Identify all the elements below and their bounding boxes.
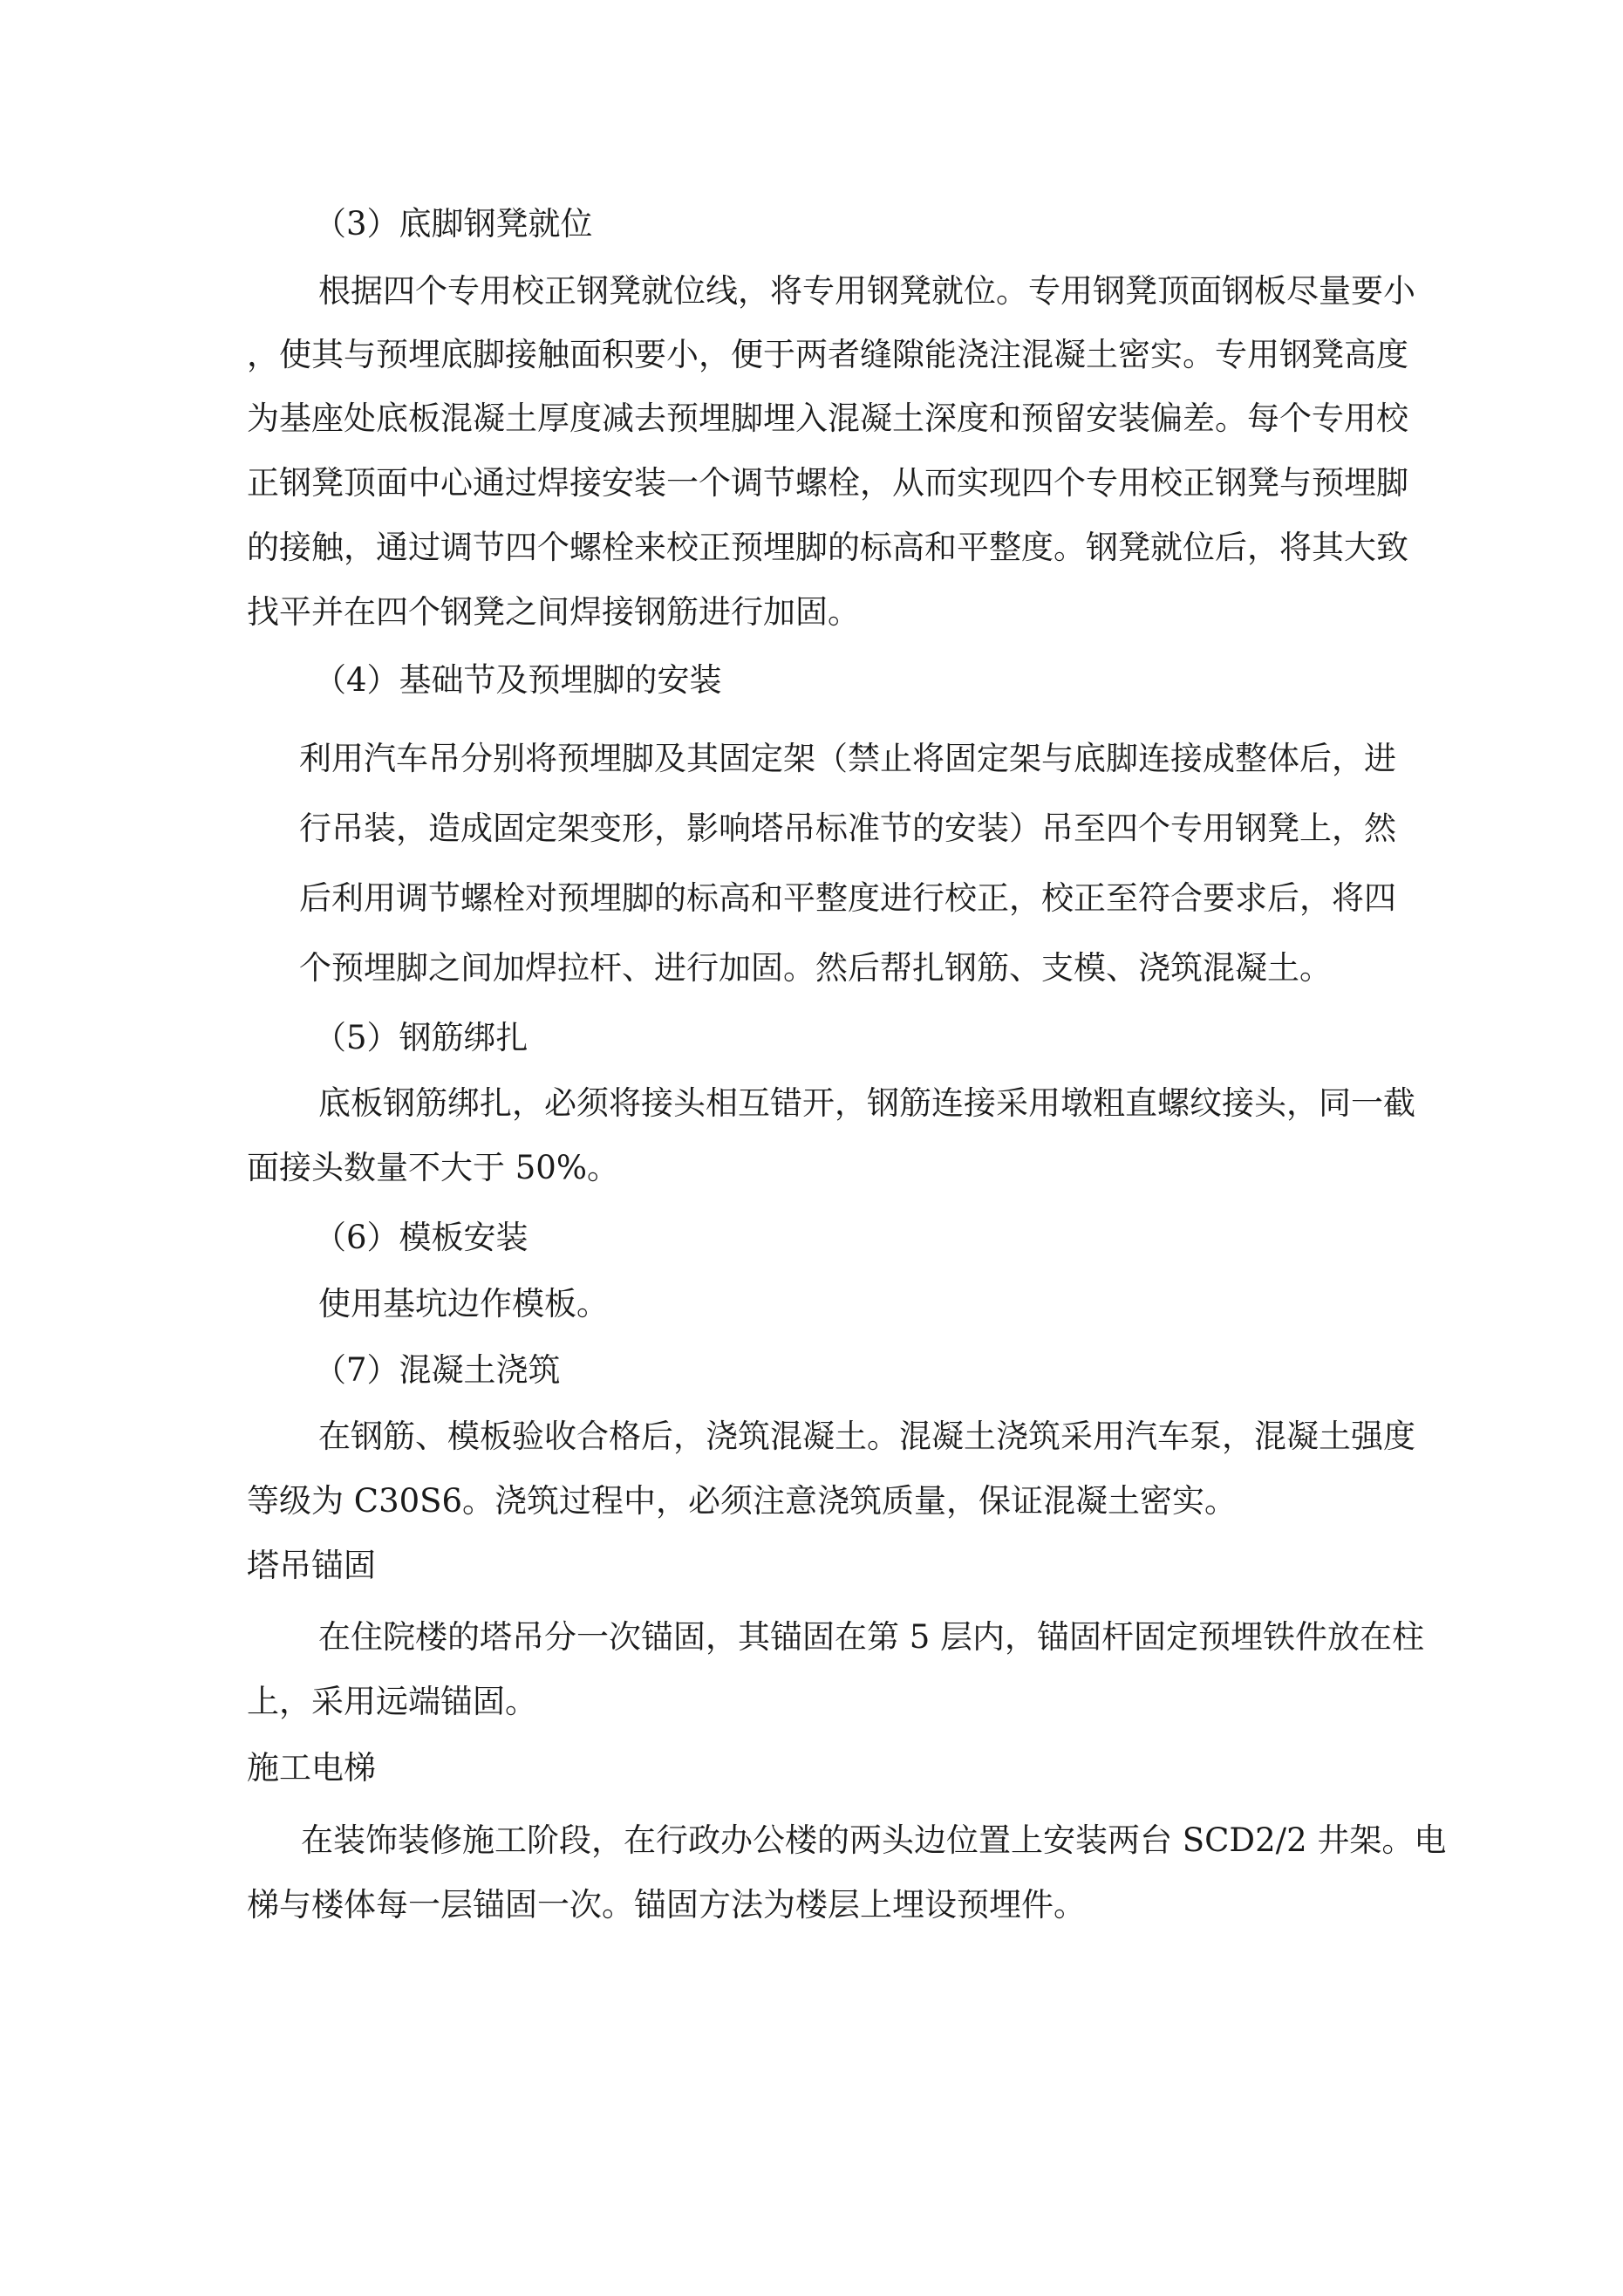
paragraph-line: 根据四个专用校正钢凳就位线，将专用钢凳就位。专用钢凳顶面钢板尽量要小 bbox=[318, 272, 1415, 310]
paragraph-line: 在住院楼的塔吊分一次锚固，其锚固在第 5 层内，锚固杆固定预埋铁件放在柱 bbox=[318, 1618, 1425, 1656]
section-heading-tower-crane-anchoring: 塔吊锚固 bbox=[247, 1547, 376, 1584]
paragraph-line: 在钢筋、模板验收合格后，浇筑混凝土。混凝土浇筑采用汽车泵，混凝土强度 bbox=[318, 1418, 1415, 1455]
paragraph-line: 上，采用远端锚固。 bbox=[247, 1683, 537, 1720]
paragraph-line: 梯与楼体每一层锚固一次。锚固方法为楼层上埋设预埋件。 bbox=[247, 1886, 1086, 1924]
paragraph-line: ，使其与预埋底脚接触面积要小，便于两者缝隙能浇注混凝土密实。专用钢凳高度 bbox=[247, 336, 1408, 373]
heading-step-4: （4）基础节及预埋脚的安装 bbox=[314, 661, 722, 699]
heading-step-3: （3）底脚钢凳就位 bbox=[314, 205, 593, 243]
paragraph-line: 利用汽车吊分别将预埋脚及其固定架（禁止将固定架与底脚连接成整体后，进 bbox=[299, 740, 1396, 777]
paragraph-line: 个预埋脚之间加焊拉杆、进行加固。然后帮扎钢筋、支模、浇筑混凝土。 bbox=[299, 949, 1332, 987]
paragraph-line: 底板钢筋绑扎，必须将接头相互错开，钢筋连接采用墩粗直螺纹接头，同一截 bbox=[318, 1084, 1415, 1122]
paragraph-line: 的接触，通过调节四个螺栓来校正预埋脚的标高和平整度。钢凳就位后，将其大致 bbox=[247, 529, 1408, 566]
paragraph-line: 行吊装，造成固定架变形，影响塔吊标准节的安装）吊至四个专用钢凳上，然 bbox=[299, 810, 1396, 847]
heading-step-6: （6）模板安装 bbox=[314, 1219, 528, 1256]
paragraph-line: 使用基坑边作模板。 bbox=[318, 1285, 609, 1322]
paragraph-line: 在装饰装修施工阶段，在行政办公楼的两头边位置上安装两台 SCD2/2 井架。电 bbox=[301, 1821, 1447, 1859]
paragraph-line: 后利用调节螺栓对预埋脚的标高和平整度进行校正，校正至符合要求后，将四 bbox=[299, 879, 1396, 917]
paragraph-line: 面接头数量不大于 50%。 bbox=[247, 1149, 619, 1186]
paragraph-line: 为基座处底板混凝土厚度减去预埋脚埋入混凝土深度和预留安装偏差。每个专用校 bbox=[247, 400, 1408, 437]
heading-step-7: （7）混凝土浇筑 bbox=[314, 1351, 561, 1389]
paragraph-line: 找平并在四个钢凳之间焊接钢筋进行加固。 bbox=[247, 593, 860, 631]
paragraph-line: 正钢凳顶面中心通过焊接安装一个调节螺栓，从而实现四个专用校正钢凳与预埋脚 bbox=[247, 464, 1408, 502]
paragraph-line: 等级为 C30S6。浇筑过程中，必须注意浇筑质量，保证混凝土密实。 bbox=[247, 1482, 1238, 1520]
section-heading-construction-elevator: 施工电梯 bbox=[247, 1749, 376, 1787]
heading-step-5: （5）钢筋绑扎 bbox=[314, 1019, 528, 1056]
